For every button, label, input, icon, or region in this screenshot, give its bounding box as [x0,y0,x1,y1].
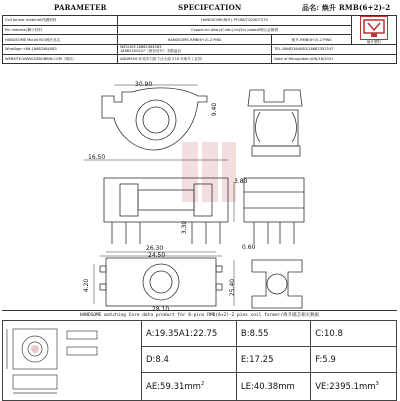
mould-no-label: HANDSOME Mould NO/焕升品名 [3,35,118,45]
product-name: 品名: 焕升 RMB(6+2)-2 [302,3,391,12]
param-a: A:19.35A1:22.75 [142,321,237,347]
wechat [118,45,272,54]
core-drawing-icon [3,321,141,397]
pin-material-value: Copper-tin allory(Cu6n),tin(Sn) plated/铜合金镀锡 [118,25,352,35]
dim-3-80: 3.80 [234,178,248,185]
top-view [102,88,207,150]
spec-table [2,15,397,64]
mould-no-value-cn: 焕升-RMB(6+2)-2 PINS [272,35,352,45]
wechat-number: WECHAT:18682364083 [120,45,162,50]
param-le: LE:40.38mm [236,373,310,401]
bottom-view [100,258,222,306]
mould-no-value: HANDSOME-RMB(6+2)-2 PINS [118,35,272,45]
datasheet [2,2,397,397]
dim-26-30: 26.30 [146,245,164,252]
param-ae-value: AE:59.31mm [146,381,201,392]
coil-former-label: Coil former material/线圈材料 [3,16,118,26]
param-d: D:8.4 [142,347,237,373]
dim-24-50: 24.50 [148,252,166,259]
param-ve [311,373,397,401]
param-f: F:5.9 [311,347,397,373]
logo-icon [360,16,388,40]
specification-heading: SPECIFCATION [178,3,242,12]
logo-cell [352,16,397,45]
param-ae-unit-power: 2 [200,381,205,388]
logo-caption: 焕升塑料 [367,40,381,44]
wechat-note: 18682352547（微信同号）未限溢价 [120,49,182,54]
dim-28-10: 28.10 [152,306,170,313]
bottom-right-view [252,260,302,308]
dim-0-60: 0.60 [242,244,256,251]
top-right-view [248,90,302,156]
dim-9-40: 9.40 [211,102,219,117]
param-c: C:10.8 [311,321,397,347]
core-image [3,321,142,401]
dim-4-20: 4.20 [83,278,91,293]
param-b: B:8.55 [236,321,310,347]
dim-30-90: 30.90 [135,81,153,88]
end-view [244,178,304,244]
bobbin-drawing [2,82,397,310]
pin-material-label: Pin material/脚子材料 [3,25,118,35]
core-params-table [2,320,397,401]
website: WEBSITE:WWW.SZBOBBIN.COM（网站） [3,54,118,63]
dim-3-30: 3.30 [181,220,189,235]
recognition-date: Date of Recognition:JUN/18/2021 [272,54,397,63]
telephone: TEL:18682364083/18682352547 [272,45,397,54]
header-row [2,2,397,14]
param-ae [142,373,237,401]
dim-25-40: 25.40 [229,278,237,297]
parameter-heading: PARAMETER [54,3,107,12]
address: ADDRESS:东莞市石排下沙大道 276 号焕升工业园 [118,54,272,63]
param-ve-unit-power: 3 [375,381,379,388]
dim-16-50: 16.50 [88,154,106,161]
param-ve-value: VE:2395.1mm [315,381,376,392]
coil-former-value: HANDSOME(焕升) PF268/T200H/T370 [118,16,352,26]
whatsapp: WhatApp:+86-18682364083 [3,45,118,54]
core-match-line: HANDSOME matching Core data product for 8-pins RMB(6+2)-2 pins coil former/焕升磁芯相关数据 [2,310,397,321]
param-e: E:17.25 [236,347,310,373]
